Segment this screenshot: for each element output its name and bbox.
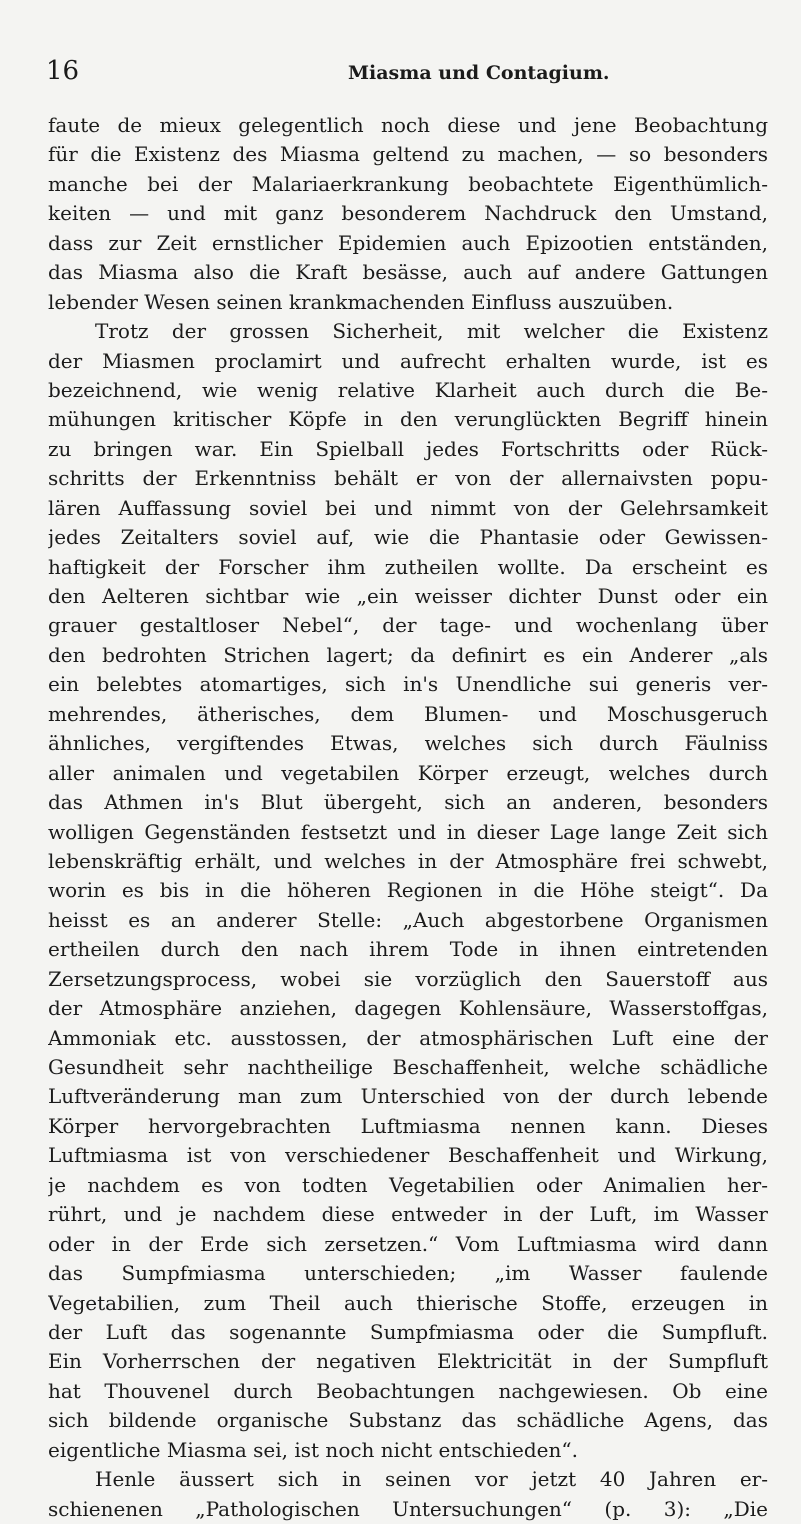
text-line: schienenen „Pathologischen Untersuchungen“ (p. 3): „Die (48, 1496, 768, 1521)
text-line: lären Auffassung soviel bei und nimmt von der Gelehrsamkeit (48, 495, 768, 520)
text-line: ähnliches, vergiftendes Etwas, welches sich durch Fäulniss (48, 731, 768, 756)
text-line: keiten — und mit ganz besonderem Nachdruck den Umstand, (48, 201, 768, 226)
text-line: lebenskräftig erhält, und welches in der Atmosphäre frei schwebt, (48, 848, 768, 873)
text-line: ertheilen durch den nach ihrem Tode in ihnen eintretenden (48, 937, 768, 962)
paragraph-first-line: Trotz der grossen Sicherheit, mit welcher die Existenz (95, 319, 768, 344)
text-line: den bedrohten Strichen lagert; da definirt es ein Anderer „als (48, 642, 768, 667)
text-line: ein belebtes atomartiges, sich in's Unendliche sui generis ver- (48, 672, 768, 697)
text-line: wolligen Gegenständen festsetzt und in dieser Lage lange Zeit sich (48, 819, 768, 844)
text-line: Vegetabilien, zum Theil auch thierische Stoffe, erzeugen in (48, 1290, 768, 1315)
text-line: das Sumpfmiasma unterschieden; „im Wasser faulende (48, 1261, 768, 1286)
text-line: oder in der Erde sich zersetzen.“ Vom Luftmiasma wird dann (48, 1231, 768, 1256)
body-text (48, 111, 768, 1524)
running-head (46, 56, 776, 90)
text-line: den Aelteren sichtbar wie „ein weisser dichter Dunst oder ein (48, 584, 768, 608)
text-line: bezeichnend, wie wenig relative Klarheit auch durch die Be- (48, 377, 768, 402)
text-line: für die Existenz des Miasma geltend zu machen, — so besonders (48, 142, 768, 167)
text-line: sich bildende organische Substanz das schädliche Agens, das (48, 1408, 768, 1433)
text-line: Ein Vorherrschen der negativen Elektricität in der Sumpfluft (48, 1349, 768, 1374)
text-line: je nachdem es von todten Vegetabilien oder Animalien her- (48, 1172, 768, 1197)
text-line: grauer gestaltloser Nebel“, der tage- und wochenlang über (48, 613, 768, 638)
text-line: manche bei der Malariaerkrankung beobachtete Eigenthümlich- (48, 171, 768, 196)
text-line: mehrendes, ätherisches, dem Blumen- und Moschusgeruch (48, 701, 768, 726)
text-line: eigentliche Miasma sei, ist noch nicht entschieden“. (48, 1437, 578, 1462)
text-line: der Atmosphäre anziehen, dagegen Kohlensäure, Wasserstoffgas, (48, 996, 768, 1021)
text-line: Ammoniak etc. ausstossen, der atmosphärischen Luft eine der (48, 1025, 768, 1050)
text-line: Luftmiasma ist von verschiedener Beschaffenheit und Wirkung, (48, 1143, 768, 1168)
text-line: der Miasmen proclamirt und aufrecht erhalten wurde, ist es (48, 348, 768, 373)
text-line: lebender Wesen seinen krankmachenden Einfluss auszuüben. (48, 289, 674, 314)
text-line: mühungen kritischer Köpfe in den verunglückten Begriff hinein (48, 407, 768, 432)
text-line: dass zur Zeit ernstlicher Epidemien auch Epizootien entständen, (48, 230, 768, 255)
running-title: Miasma und Contagium. (348, 62, 610, 84)
text-line: Körper hervorgebrachten Luftmiasma nennen kann. Dieses (48, 1113, 768, 1138)
text-line: rührt, und je nachdem diese entweder in der Luft, im Wasser (48, 1202, 768, 1227)
text-line: Gesundheit sehr nachtheilige Beschaffenheit, welche schädliche (48, 1055, 768, 1079)
text-line: Zersetzungsprocess, wobei sie vorzüglich den Sauerstoff aus (48, 966, 768, 991)
text-line: hat Thouvenel durch Beobachtungen nachgewiesen. Ob eine (48, 1378, 768, 1403)
paragraph-first-line: Henle äussert sich in seinen vor jetzt 40 Jahren er- (95, 1467, 768, 1492)
text-line: heisst es an anderer Stelle: „Auch abgestorbene Organismen (48, 907, 768, 932)
text-line: schritts der Erkenntniss behält er von der allernaivsten popu- (48, 466, 768, 491)
page-number: 16 (46, 56, 80, 86)
text-line: das Miasma also die Kraft besässe, auch auf andere Gattungen (48, 260, 768, 285)
text-line: haftigkeit der Forscher ihm zutheilen wollte. Da erscheint es (48, 554, 768, 579)
text-line: Luftveränderung man zum Unterschied von der durch lebende (48, 1084, 768, 1109)
text-line: aller animalen und vegetabilen Körper erzeugt, welches durch (48, 760, 768, 785)
text-line: das Athmen in's Blut übergeht, sich an anderen, besonders (48, 790, 768, 815)
text-line: faute de mieux gelegentlich noch diese und jene Beobachtung (48, 113, 768, 137)
text-line: zu bringen war. Ein Spielball jedes Fortschritts oder Rück- (48, 436, 768, 461)
text-line: worin es bis in die höheren Regionen in die Höhe steigt“. Da (48, 878, 768, 903)
text-line: jedes Zeitalters soviel auf, wie die Phantasie oder Gewissen- (48, 525, 768, 550)
text-line: der Luft das sogenannte Sumpfmiasma oder die Sumpfluft. (48, 1319, 768, 1344)
